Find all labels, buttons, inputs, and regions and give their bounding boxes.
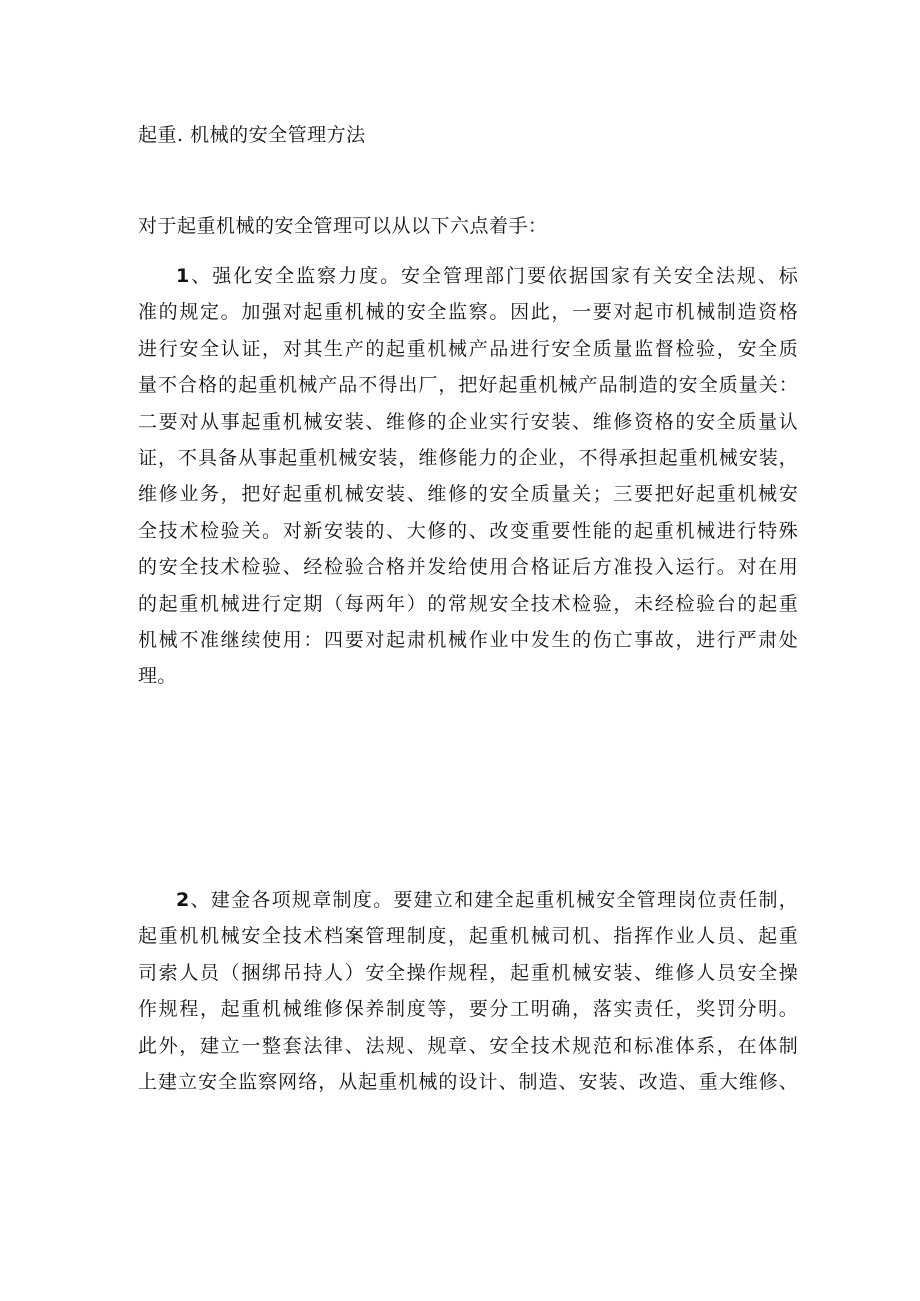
paragraph-line: 上建立安全监察网络，从起重机械的设计、制造、安装、改造、重大维修、 (138, 1070, 798, 1093)
paragraph-line: 全技术检验关。对新安装的、大修的、改变重要性能的起重机械进行特殊 (138, 519, 798, 542)
paragraph-line: 的安全技术检验、经检验合格并发给使用合格证后方准投入运行。对在用 (138, 556, 798, 579)
line-text: 、建金各项规章制度。要建立和建全起重机械安全管理岗位责任制， (189, 889, 798, 911)
paragraph-line: 理。 (138, 665, 177, 688)
paragraph-line: 进行安全认证，对其生产的起重机械产品进行安全质量监督检验，安全质 (138, 337, 798, 360)
document-title: 起重. 机械的安全管理方法 (138, 124, 366, 146)
paragraph-line: 作规程，起重机械维修保养制度等，要分工明确，落实责任，奖罚分明。 (138, 998, 798, 1021)
paragraph-2 (138, 882, 798, 1100)
line-text: 、强化安全监察力度。安全管理部门要依据国家有关安全法规、标 (189, 265, 798, 287)
paragraph-line: 起重机机械安全技术档案管理制度，起重机械司机、指挥作业人员、起重 (138, 925, 798, 948)
paragraph-line: 司索人员（捆绑吊持人）安全操作规程，起重机械安装、维修人员安全操 (138, 961, 798, 984)
intro-paragraph: 对于起重机械的安全管理可以从以下六点着手： (138, 215, 548, 237)
paragraph-line: 量不合格的起重机械产品不得出厂，把好起重机械产品制造的安全质量关： (138, 374, 798, 397)
paragraph-line: 准的规定。加强对起重机械的安全监察。因此，一要对起市机械制造资格 (138, 301, 798, 324)
paragraph-line: 证，不具备从事起重机械安装，维修能力的企业，不得承担起重机械安装， (138, 446, 798, 469)
paragraph-line: 机械不准继续使用：四要对起肃机械作业中发生的伤亡事故，进行严肃处 (138, 628, 798, 651)
paragraph-line (138, 258, 798, 294)
paragraph-1 (138, 258, 798, 695)
paragraph-line: 此外，建立一整套法律、法规、规章、安全技术规范和标准体系，在体制 (138, 1034, 798, 1057)
paragraph-number: 2 (176, 889, 190, 911)
paragraph-line: 维修业务，把好起重机械安装、维修的安全质量关；三要把好起重机械安 (138, 483, 798, 506)
paragraph-line (138, 882, 798, 918)
paragraph-line: 二要对从事起重机械安装、维修的企业实行安装、维修资格的安全质量认 (138, 410, 798, 433)
paragraph-line: 的起重机械进行定期（每两年）的常规安全技术检验，未经检验台的起重 (138, 592, 798, 615)
paragraph-number: 1 (176, 265, 190, 287)
